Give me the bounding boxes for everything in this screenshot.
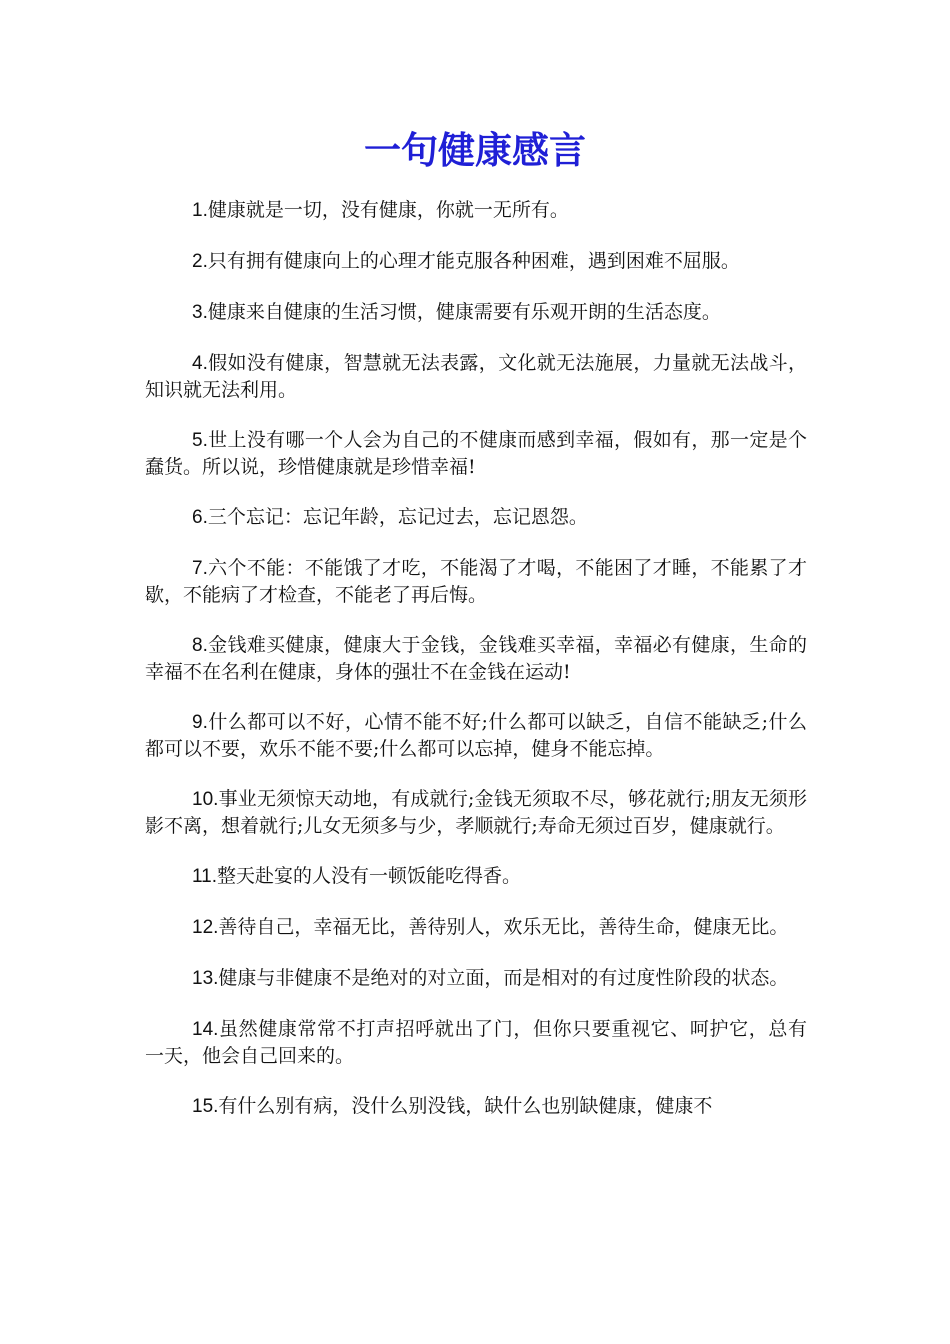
item-text: 虽然健康常常不打声招呼就出了门，但你只要重视它、呵护它，总有一天，他会自己回来的。: [145, 1018, 807, 1067]
item-number: 15.: [192, 1096, 219, 1117]
list-item: [145, 350, 807, 403]
item-text: 整天赴宴的人没有一顿饭能吃得香。: [217, 865, 522, 887]
item-text: 什么都可以不好，心情不能不好;什么都可以缺乏，自信不能缺乏;什么都可以不要，欢乐不能不要;什么都可以忘掉，健身不能忘掉。: [145, 711, 807, 760]
item-number: 9.: [192, 712, 208, 733]
list-item: [145, 786, 807, 839]
list-item: [145, 299, 807, 326]
item-text: 有什么别有病，没什么别没钱，缺什么也别缺健康，健康不: [218, 1095, 713, 1117]
item-number: 2.: [192, 251, 208, 272]
item-number: 8.: [192, 635, 208, 656]
item-number: 12.: [192, 917, 219, 938]
list-item: [145, 914, 807, 941]
item-text: 健康与非健康不是绝对的对立面，而是相对的有过度性阶段的状态。: [218, 967, 789, 989]
list-item: [145, 632, 807, 685]
list-item: [145, 197, 807, 224]
item-text: 世上没有哪一个人会为自己的不健康而感到幸福，假如有，那一定是个蠢货。所以说，珍惜健康就是珍惜幸福!: [145, 429, 807, 478]
item-number: 11.: [192, 866, 218, 887]
item-number: 14.: [192, 1019, 219, 1040]
item-number: 13.: [192, 968, 219, 989]
list-item: [145, 1093, 807, 1120]
list-item: [145, 863, 807, 890]
item-number: 3.: [192, 302, 208, 323]
item-text: 六个不能：不能饿了才吃，不能渴了才喝，不能困了才睡，不能累了才歇，不能病了才检查，不能老了再后悔。: [145, 557, 807, 606]
document-title: 一句健康感言: [364, 128, 586, 172]
list-item: [145, 965, 807, 992]
item-text: 健康就是一切，没有健康，你就一无所有。: [207, 199, 569, 221]
list-item: [145, 709, 807, 762]
item-number: 6.: [192, 507, 208, 528]
item-number: 10.: [192, 789, 219, 810]
list-item: [145, 555, 807, 608]
item-text: 三个忘记：忘记年龄，忘记过去，忘记恩怨。: [207, 506, 588, 528]
item-text: 只有拥有健康向上的心理才能克服各种困难，遇到困难不屈服。: [207, 250, 740, 272]
list-item: [145, 248, 807, 275]
item-number: 4.: [192, 353, 208, 374]
item-text: 事业无须惊天动地，有成就行;金钱无须取不尽，够花就行;朋友无须形影不离，想着就行;儿女无须多与少，孝顺就行;寿命无须过百岁，健康就行。: [145, 788, 807, 837]
item-number: 5.: [192, 430, 208, 451]
list-item: [145, 504, 807, 531]
item-number: 1.: [192, 200, 208, 221]
item-number: 7.: [192, 558, 208, 579]
list-item: [145, 1016, 807, 1069]
item-text: 假如没有健康，智慧就无法表露，文化就无法施展，力量就无法战斗，知识就无法利用。: [145, 352, 807, 401]
document-body: [145, 197, 807, 1144]
item-text: 金钱难买健康，健康大于金钱，金钱难买幸福，幸福必有健康，生命的幸福不在名利在健康，身体的强壮不在金钱在运动!: [145, 634, 807, 683]
item-text: 健康来自健康的生活习惯，健康需要有乐观开朗的生活态度。: [207, 301, 721, 323]
item-text: 善待自己，幸福无比，善待别人，欢乐无比，善待生命，健康无比。: [218, 916, 789, 938]
list-item: [145, 427, 807, 480]
